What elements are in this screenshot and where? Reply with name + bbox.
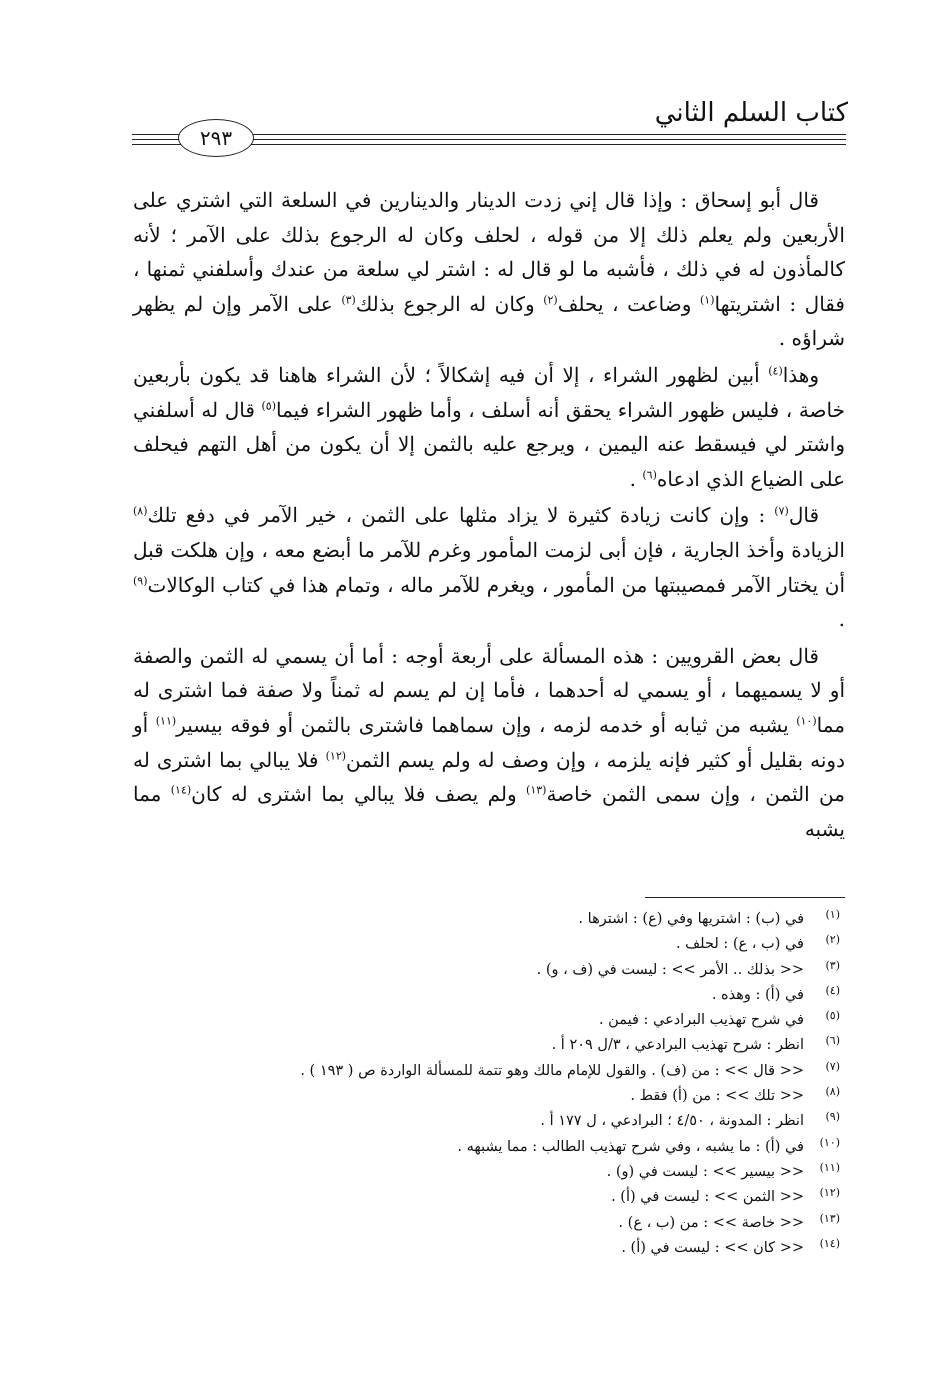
footnote bbox=[140, 1211, 840, 1236]
footnote-number: (٩) bbox=[825, 1110, 840, 1124]
footnote-reference: (١٤) bbox=[170, 783, 192, 797]
footnote-text: << قال >> : من (ف) . والقول للإمام مالك وهو تتمة للمسألة الواردة ص ( ١٩٣ ) . bbox=[300, 1062, 804, 1079]
footnote-reference: (١) bbox=[699, 293, 715, 307]
footnote bbox=[140, 1059, 840, 1084]
paragraph-text: قال له أسلفني واشتر لي فيسقط عنه اليمين ، ويرجع عليه بالثمن إلا أن يكون من أهل التهم فيحلف على الضياع الذي ادعاه bbox=[133, 397, 845, 491]
footnote bbox=[140, 1033, 840, 1058]
paragraph-text: . bbox=[629, 466, 643, 491]
paragraph bbox=[133, 358, 845, 496]
paragraph bbox=[133, 498, 845, 636]
footnote-text: << الثمن >> : ليست في (أ) . bbox=[611, 1189, 804, 1206]
footnote bbox=[140, 1084, 840, 1109]
running-title: كتاب السلم الثاني bbox=[654, 98, 848, 128]
footnote-number: (١٤) bbox=[819, 1236, 840, 1250]
footnote bbox=[140, 1236, 840, 1261]
footnote bbox=[140, 1135, 840, 1160]
paragraph-text: قال أبو إسحاق : وإذا قال إني زدت الدينار والدينارين في السلعة التي اشتري على الأربعين ولم يعلم ذلك إلا من قوله ، لحلف وكان له الرجوع بذلك على الآمر ؛ لأنه كالمأذون له في ذلك ، فأشبه ما لو قال له : اشتر لي سلعة من عندك وأسلفني ثمنها ، فقال : اشتريتها bbox=[133, 188, 845, 316]
footnote-text: << بيسير >> : ليست في (و) . bbox=[606, 1163, 804, 1180]
footnote bbox=[140, 1185, 840, 1210]
paragraph-text: يشبه من ثيابه أو خدمه لزمه ، وإن سماهما فاشترى بالثمن أو فوقه بيسير bbox=[176, 712, 797, 737]
paragraph-text: قال بعض القرويين : هذه المسألة على أربعة أوجه : أما أن يسمي له الثمن والصفة أو لا يسميهما ، أو يسمي له أحدهما ، فأما إن لم يسم له ثمناً ولا صفة فما اشترى له مما bbox=[133, 643, 846, 737]
paragraph-text: وضاعت ، يحلف bbox=[557, 291, 700, 316]
footnote-reference: (١٠) bbox=[796, 714, 817, 728]
footnote-text: في (أ) : ما يشبه ، وفي شرح تهذيب الطالب : مما يشبهه . bbox=[457, 1138, 804, 1155]
footnote-separator bbox=[645, 897, 845, 898]
paragraph-text: . bbox=[838, 607, 845, 632]
footnote-text: << خاصة >> : من (ب ، ع) . bbox=[618, 1214, 804, 1231]
footnote-number: (٤) bbox=[825, 983, 840, 997]
paragraph bbox=[133, 183, 845, 356]
footnote-reference: (٣) bbox=[341, 293, 356, 307]
footnote-text: في (أ) : وهذه . bbox=[711, 986, 804, 1003]
footnote-text: في شرح تهذيب البرادعي : فيمن . bbox=[598, 1012, 804, 1029]
footnote-reference: (١٢) bbox=[325, 748, 347, 762]
paragraph-text: فلا يبالي بما اشترى له من الثمن ، وإن سمى الثمن خاصة bbox=[133, 747, 845, 807]
footnote bbox=[140, 958, 840, 983]
footnote-number: (٢) bbox=[825, 933, 840, 947]
footnote-reference: (١٣) bbox=[526, 783, 547, 797]
paragraph-text: أبين لظهور الشراء ، إلا أن فيه إشكالاً ؛ لأن الشراء هاهنا قد يكون بأربعين خاصة ، فليس ظهور الشراء يحقق أنه أسلف ، وأما ظهور الشراء فيما bbox=[133, 362, 845, 422]
paragraph-text: وهذا bbox=[782, 362, 819, 387]
footnote bbox=[140, 1160, 840, 1185]
paragraph-text: الزيادة وأخذ الجارية ، فإن أبى لزمت المأمور وغرم للآمر ما أبضع معه ، وإن هلكت قبل أن يختار الآمر فمصيبتها من المأمور ، ويغرم للآمر ماله ، وتمام هذا في كتاب الوكالات bbox=[133, 537, 845, 597]
footnote-text: << بذلك .. الأمر >> : ليست في (ف ، و) . bbox=[536, 961, 804, 978]
footnote-reference: (٩) bbox=[133, 573, 148, 587]
footnote-reference: (٦) bbox=[642, 468, 657, 482]
footnote-text: انظر : المدونة ، ٤/٥٠ ؛ البرادعي ، ل ١٧٧ أ . bbox=[540, 1113, 804, 1130]
footnote-text: انظر : شرح تهذيب البرادعي ، ٣/ل ٢٠٩ أ . bbox=[551, 1037, 804, 1054]
footnote-number: (٨) bbox=[825, 1085, 840, 1099]
page-number: ٢٩٣ bbox=[178, 119, 254, 157]
paragraph-text: قال bbox=[788, 503, 819, 528]
paragraph-text: ولم يصف فلا يبالي بما اشترى له كان bbox=[191, 782, 527, 807]
footnote-reference: (١١) bbox=[155, 714, 177, 728]
paragraph-text: على الآمر وإن لم يظهر شراؤه . bbox=[133, 291, 845, 351]
footnote-number: (١٢) bbox=[819, 1186, 840, 1200]
paragraph-text: وكان له الرجوع بذلك bbox=[355, 291, 544, 316]
footnote-reference: (٢) bbox=[543, 293, 558, 307]
paragraph-text: : وإن كانت زيادة كثيرة لا يزاد مثلها على الثمن ، خير الآمر في دفع تلك bbox=[147, 503, 775, 528]
footnote bbox=[140, 1109, 840, 1134]
footnote-text: في (ب) : اشتريها وفي (ع) : اشترها . bbox=[578, 911, 804, 927]
footnote bbox=[140, 983, 840, 1008]
footnote-number: (٦) bbox=[825, 1034, 840, 1048]
footnote-reference: (٥) bbox=[261, 398, 277, 412]
footnote-number: (٥) bbox=[825, 1009, 840, 1023]
footnotes bbox=[140, 907, 840, 1261]
paragraph-text: أو دونه بقليل أو كثير فإنه يلزمه ، وإن وصف له ولم يسم الثمن bbox=[133, 712, 846, 772]
footnote-text: << كان >> : ليست في (أ) . bbox=[621, 1239, 804, 1256]
paragraph bbox=[133, 639, 845, 847]
footnote-text: في (ب ، ع) : لحلف . bbox=[675, 936, 804, 953]
footnote-number: (١٠) bbox=[819, 1135, 840, 1149]
footnote-reference: (٨) bbox=[133, 504, 148, 518]
footnote-text: << تلك >> : من (أ) فقط . bbox=[630, 1088, 804, 1105]
footnote bbox=[140, 932, 840, 957]
footnote-reference: (٧) bbox=[774, 504, 789, 518]
footnote-reference: (٤) bbox=[768, 364, 783, 378]
footnote-number: (١١) bbox=[819, 1160, 840, 1174]
paragraph-text: مما يشبه bbox=[133, 782, 845, 841]
footnote bbox=[140, 907, 840, 932]
main-text bbox=[133, 183, 845, 848]
footnote-number: (٧) bbox=[825, 1059, 840, 1073]
footnote-number: (٣) bbox=[825, 958, 840, 972]
footnote-number: (١٣) bbox=[819, 1211, 840, 1225]
footnote-number: (١) bbox=[825, 908, 840, 921]
footnote bbox=[140, 1008, 840, 1033]
